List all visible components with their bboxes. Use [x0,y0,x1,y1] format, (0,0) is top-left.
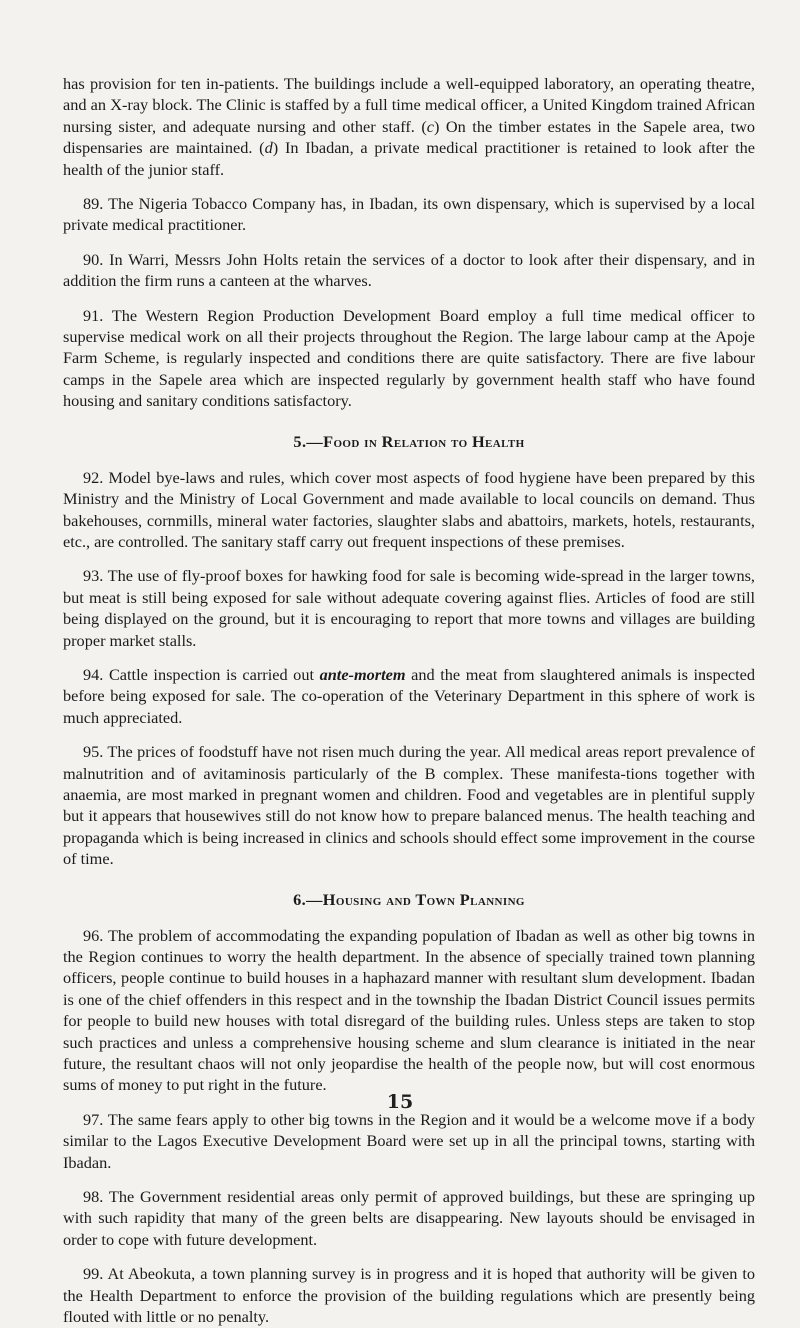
paragraph-90: 90. In Warri, Messrs John Holts retain the services of a doctor to look after their dispensary, and in addition the firm runs a canteen at the wharves. [63,249,755,291]
paragraph-92: 92. Model bye-laws and rules, which cover most aspects of food hygiene have been prepared by this Ministry and the Ministry of Local Government and made available to local councils on demand. Thus bakehouses, cornmills, mineral water factories, slaughter slabs and abattoirs, markets, hotels, restaurants, etc., are controlled. The sanitary staff carry out frequent inspections of these premises. [63,467,755,551]
para-text-middle: ) On the timber estates in the Sapele area, two dispensaries are maintained. ( [63,116,756,158]
para-94-after: and the meat from slaughtered animals is inspected before being exposed for sale. The co-operation of the Veterinary Department in this sphere of work is much appreciated. [63,664,756,727]
paragraph-94 [63,664,755,728]
para-94-before: 94. Cattle inspection is carried out [83,664,320,684]
para-text-after: ) In Ibadan, a private medical practitioner is retained to look after the health of the junior staff. [63,138,755,179]
section-heading-food: 5.—Food in Relation to Health [293,431,525,451]
paragraph-91: 91. The Western Region Production Development Board employ a full time medical officer to supervise medical work on all their projects throughout the Region. The large labour camp at the Apoje Farm Scheme, is regularly inspected and conditions there are quite satisfactory. There are five labour camps in the Sapele area which are inspected regularly by government health staff who have found housing and sanitary conditions satisfactory. [63,305,755,411]
paragraph-99: 99. At Abeokuta, a town planning survey is in progress and it is hoped that authority will be given to the Health Department to enforce the provision of the building regulations which are presently being flouted with little or no penalty. [63,1264,755,1327]
list-marker-c: c [426,116,435,136]
paragraph-89: 89. The Nigeria Tobacco Company has, in Ibadan, its own dispensary, which is supervised by a local private medical practitioner. [63,194,755,235]
para-94-italic-term: ante-mortem [319,664,406,684]
page-number: 15 [386,1091,414,1113]
list-marker-d: d [264,138,273,158]
paragraph-98: 98. The Government residential areas only permit of approved buildings, but these are springing up with such rapidity that many of the green belts are disappearing. New layouts should be envisaged in order to cope with future development. [63,1187,755,1249]
paragraph-95: 95. The prices of foodstuff have not risen much during the year. All medical areas report prevalence of malnutrition and of avitaminosis particularly of the B complex. These manifesta-tions together with anaemia, are most marked in pregnant women and children. Food and vegetables are in plentiful supply but it appears that housewives still do not know how to prepare balanced menus. The health teaching and propaganda which is being increased in clinics and schools should effect some improvement in the course of time. [63,742,755,869]
paragraph-97: 97. The same fears apply to other big towns in the Region and it would be a welcome move if a body similar to the Lagos Executive Development Board were set up in all the principal towns, starting with Ibadan. [63,1109,755,1172]
para-text-before: has provision for ten in-patients. The buildings include a well-equipped laboratory, an operating theatre, and an X-ray block. The Clinic is staffed by a full time medical officer, a United Kingdom trained African nursing sister, and adequate nursing and other staff. ( [63,74,755,136]
paragraph-93: 93. The use of fly-proof boxes for hawking food for sale is becoming wide-spread in the larger towns, but meat is still being exposed for sale without adequate covering against flies. Articles of food are still being displayed on the ground, but it is encouraging to report that more towns and villages are building proper market stalls. [63,566,755,650]
paragraph-96: 96. The problem of accommodating the expanding population of Ibadan as well as other big towns in the Region continues to worry the health department. In the absence of specially trained town planning officers, people continue to build houses in a haphazard manner with resultant slum development. Ibadan is one of the chief offenders in this respect and in the township the Ibadan District Council issues permits for people to build new houses with total disregard of the building rules. Unless steps are taken to stop such practices and unless a comprehensive housing scheme and slum clearance is initiated in the near future, the resultant chaos will not only jeopardise the health of the people now, but will cost enormous sums of money to put right in the future. [63,925,755,1095]
section-heading-housing: 6.—Housing and Town Planning [293,889,525,909]
paragraph-continued [63,73,755,180]
